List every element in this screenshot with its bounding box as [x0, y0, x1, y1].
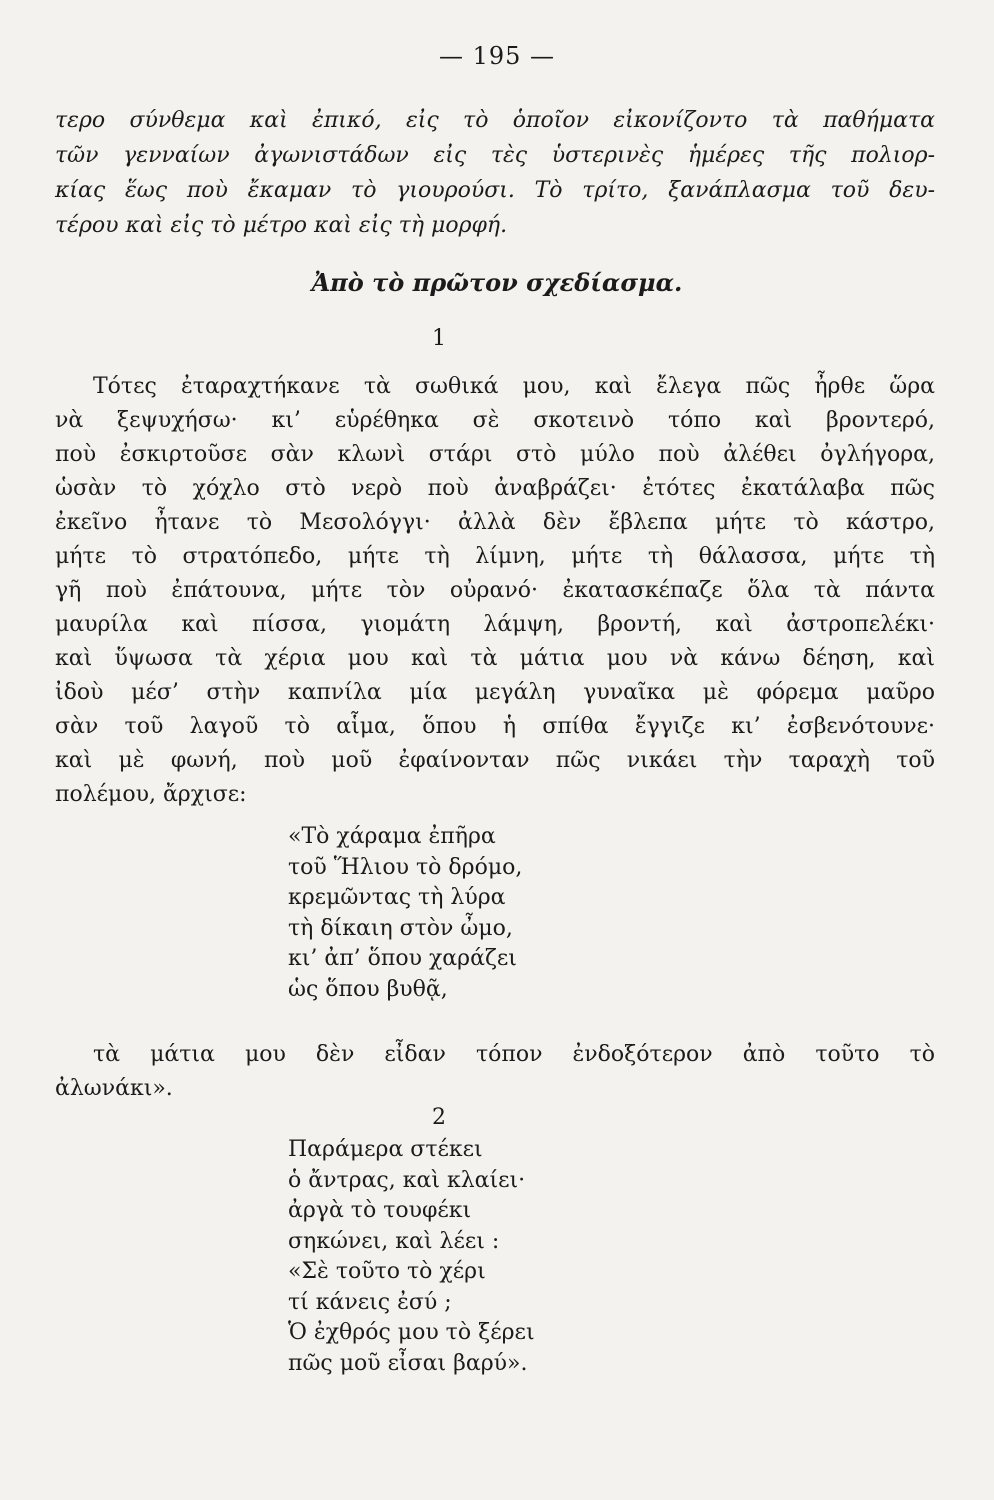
- verse-line: Παράμερα στέκει: [288, 1137, 483, 1162]
- intro-line: τέρου καὶ εἰς τὸ μέτρο καὶ εἰς τὴ μορφή.: [55, 213, 508, 238]
- prose-line: γῆ ποὺ ἐπάτουνα, μήτε τὸν οὐρανό· ἐκατασκέπαζε ὅλα τὰ πάντα: [55, 578, 935, 603]
- part1-closing: [55, 1038, 935, 1106]
- intro-paragraph: [55, 103, 935, 243]
- verse-line: «Τὸ χάραμα ἐπῆρα: [288, 824, 496, 849]
- part2-verse: [288, 1135, 535, 1379]
- verse-line: πῶς μοῦ εἶσαι βαρύ».: [288, 1350, 528, 1376]
- prose-line: πολέμου, ἄρχισε:: [55, 782, 247, 807]
- prose-line: καὶ μὲ φωνή, ποὺ μοῦ ἐφαίνονταν πῶς νικάει τὴν ταραχὴ τοῦ: [55, 748, 935, 773]
- verse-line: Ὁ ἐχθρός μου τὸ ξέρει: [288, 1320, 535, 1345]
- verse-line: «Σὲ τοῦτο τὸ χέρι: [288, 1259, 486, 1284]
- prose-line: νὰ ξεψυχήσω· κι’ εὑρέθηκα σὲ σκοτεινὸ τόπο καὶ βροντερό,: [55, 408, 935, 433]
- prose-line: ἰδοὺ μέσ’ στὴν καπνίλα μία μεγάλη γυναῖκα μὲ φόρεμα μαῦρο: [55, 680, 935, 705]
- verse-line: ὁ ἄντρας, καὶ κλαίει·: [288, 1167, 526, 1193]
- section-title: Ἀπὸ τὸ πρῶτον σχεδίασμα.: [311, 268, 683, 297]
- prose-line: μαυρίλα καὶ πίσσα, γιομάτη λάμψη, βροντή, καὶ ἀστροπελέκι·: [55, 612, 935, 637]
- intro-line: τῶν γενναίων ἀγωνιστάδων εἰς τὲς ὑστερινὲς ἡμέρες τῆς πολιορ-: [55, 143, 935, 168]
- part1-verse: [288, 822, 522, 1005]
- verse-line: σηκώνει, καὶ λέει :: [288, 1228, 500, 1254]
- prose-line: τὰ μάτια μου δὲν εἶδαν τόπον ἐνδοξότερον ἀπὸ τοῦτο τὸ: [93, 1042, 935, 1067]
- verse-line: τὴ δίκαιη στὸν ὦμο,: [288, 915, 513, 941]
- prose-line: ἀλωνάκι».: [55, 1076, 173, 1101]
- verse-line: τί κάνεις ἐσύ ;: [288, 1289, 452, 1315]
- intro-line: τερο σύνθεμα καὶ ἐπικό, εἰς τὸ ὁποῖον εἰκονίζοντο τὰ παθήματα: [55, 108, 935, 133]
- verse-line: ἀργὰ τὸ τουφέκι: [288, 1198, 472, 1223]
- prose-line: ὡσὰν τὸ χόχλο στὸ νερὸ ποὺ ἀναβράζει· ἐτότες ἐκατάλαβα πῶς: [55, 476, 935, 501]
- verse-line: ὡς ὅπου βυθᾷ,: [288, 976, 448, 1002]
- page-number: — 195 —: [438, 42, 556, 70]
- prose-line: Τότες ἐταραχτήκανε τὰ σωθικά μου, καὶ ἔλεγα πῶς ἦρθε ὥρα: [93, 374, 935, 399]
- verse-line: κρεμῶντας τὴ λύρα: [288, 885, 506, 910]
- part-number-1-text: 1: [432, 326, 446, 351]
- prose-line: ἐκεῖνο ἦτανε τὸ Μεσολόγγι· ἀλλὰ δὲν ἔβλεπα μήτε τὸ κάστρο,: [55, 510, 935, 535]
- intro-line: κίας ἕως ποὺ ἔκαμαν τὸ γιουρούσι. Τὸ τρίτο, ξανάπλασμα τοῦ δευ-: [55, 178, 935, 203]
- prose-line: μήτε τὸ στρατόπεδο, μήτε τὴ λίμνη, μήτε τὴ θάλασσα, μήτε τὴ: [55, 544, 935, 569]
- verse-line: τοῦ Ἥλιου τὸ δρόμο,: [288, 854, 523, 880]
- prose-line: σὰν τοῦ λαγοῦ τὸ αἷμα, ὅπου ἡ σπίθα ἔγγιζε κι’ ἐσβενότουνε·: [55, 714, 935, 739]
- part1-prose: [55, 370, 935, 812]
- part-number-2-text: 2: [432, 1105, 446, 1130]
- verse-line: κι’ ἀπ’ ὅπου χαράζει: [288, 946, 517, 971]
- prose-line: καὶ ὕψωσα τὰ χέρια μου καὶ τὰ μάτια μου νὰ κάνω δέηση, καὶ: [55, 646, 935, 671]
- prose-line: ποὺ ἐσκιρτοῦσε σὰν κλωνὶ στάρι στὸ μύλο ποὺ ἀλέθει ὀγλήγορα,: [55, 442, 935, 467]
